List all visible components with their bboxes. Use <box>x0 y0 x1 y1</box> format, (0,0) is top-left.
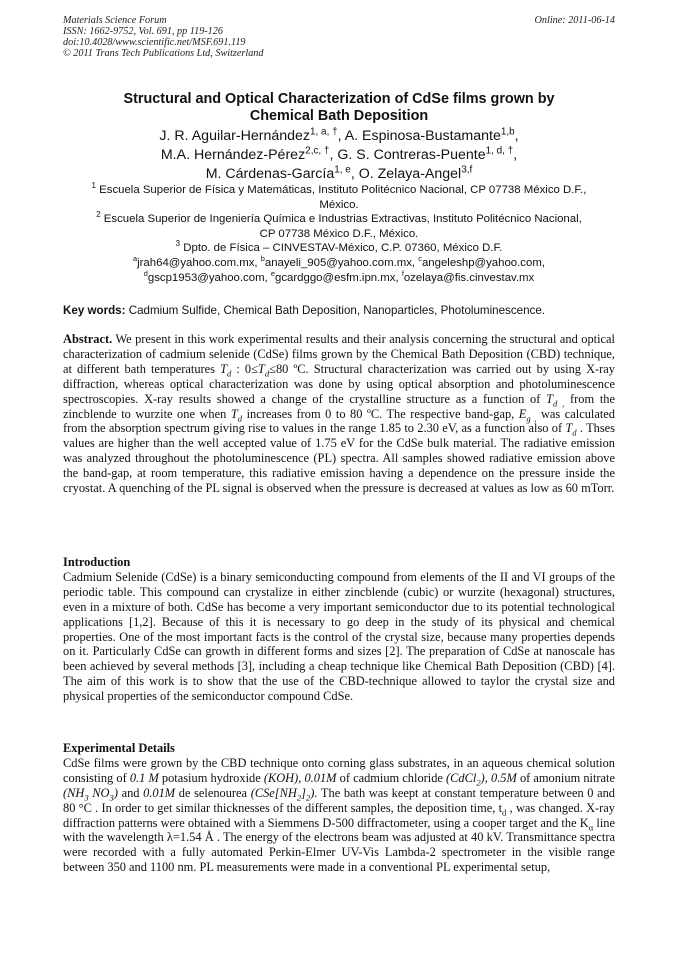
email-marker: d <box>143 268 148 278</box>
math-symbol: T <box>257 361 265 376</box>
math-symbol: T <box>546 391 554 406</box>
introduction-section <box>63 555 615 704</box>
email-address: angeleshp@yahoo.com, <box>421 256 545 269</box>
experimental-text: de selenourea <box>175 785 251 800</box>
math-subscript: d <box>237 413 243 423</box>
formula-subscript: 3 <box>84 792 89 803</box>
math-symbol: T <box>565 421 573 436</box>
author-superscript: 1, e <box>334 164 351 176</box>
introduction-heading: Introduction <box>63 555 131 569</box>
affiliations <box>58 183 620 285</box>
math-subscript: d , <box>553 398 565 409</box>
formula-subscript: 2 <box>476 777 481 788</box>
experimental-heading: Experimental Details <box>63 741 175 755</box>
affiliation-number: 3 <box>175 239 181 249</box>
author-superscript: 3,f <box>461 164 473 176</box>
experimental-text: of amonium nitrate <box>516 770 615 785</box>
affiliation-text: Escuela Superior de Ingeniería Química e Industrias Extractivas, Instituto Politécnico Nacional, <box>100 213 582 226</box>
author-line-3 <box>63 165 615 184</box>
introduction-text: Cadmium Selenide (CdSe) is a binary semiconducting compound from elements of the II and VI groups of the periodic table. This compound can crystalize in either zincblende (cubic) or wurzite (hexagonal) structures, even in a mixture of both. CdSe has become a very important semiconductor due to its potential technological applications [1,2]. Because of this it is necessary to go deep in the study of its physical and chemical properties. One of the most important facts is the control of the crystal size, because many properties depends on it. Particularly CdSe can growth in different forms and sizes [2]. The preparation of CdSe at nanoscale has been achieved by several methods [3], including a cheap technique like Chemical Bath Deposition (CBD) [4]. The aim of this work is to show that the use of the CBD-technique allowed to taylor the crystal size and physical properties of the semiconductor compound CdSe. <box>63 569 615 704</box>
keywords-text: Cadmium Sulfide, Chemical Bath Deposition, Nanoparticles, Photoluminescence. <box>125 304 546 317</box>
keywords-label: Key words: <box>63 304 126 317</box>
abstract-text: increases from 0 to 80 ºC. The respective band-gap, <box>242 406 519 421</box>
experimental-section <box>63 741 615 875</box>
formula-part: ) <box>113 785 118 800</box>
email-address: gscp1953@yahoo.com, <box>147 271 271 284</box>
email-line-1 <box>58 256 620 271</box>
author-superscript: 2,c, † <box>305 145 330 157</box>
experimental-text: line with the wavelength λ=1.54 Å . The energy of the electrons beam was adjusted at 40 kV. Transmittance spectra were recorded with a fully automated Perkin-Elmer UV-Vis Lambda-2 spectrometer in the visible range between 350 and 1100 nm. PL measurements were made in a conventional PL experimental setup, <box>63 815 616 875</box>
email-address: jrah64@yahoo.com.mx, <box>137 256 261 269</box>
author-line-2 <box>63 146 615 165</box>
affiliation-2 <box>58 212 620 227</box>
math-subscript: d <box>264 368 270 379</box>
abstract-text: from the zincblende to wurzite one when <box>63 391 615 421</box>
affiliation-number: 1 <box>91 181 96 191</box>
affiliation-1-cont: México. <box>319 198 359 211</box>
abstract-label: Abstract. <box>63 332 113 346</box>
experimental-text: The bath was keept at constant temperature between 0 and 80 °C . In order to get similar thicknesses of the different samples, the deposition time, t <box>63 785 615 815</box>
math-subscript: g , <box>526 413 537 423</box>
journal-copyright: © 2011 Trans Tech Publications Ltd, Switzerland <box>63 48 264 59</box>
title-line-2: Chemical Bath Deposition <box>249 108 429 124</box>
abstract-text: ≤80 ºC. Structural characterization was carried out by using X-ray diffraction, whereas optical characterization was done by using optical absorption and photoluminescence spectroscopies. X-ray results showed a change of the crystalline structure as a function of <box>63 361 615 406</box>
author-superscript: 1, a, † <box>310 126 338 138</box>
affiliation-1 <box>58 183 620 198</box>
author-superscript: 1, d, † <box>485 145 514 157</box>
formula-part: (CdCl <box>446 770 477 785</box>
chemical-formula <box>63 785 118 803</box>
author-line-1 <box>63 127 615 146</box>
affiliation-3 <box>58 241 620 256</box>
affiliation-number: 2 <box>96 210 101 220</box>
online-date: Online: 2011-06-14 <box>534 15 615 26</box>
email-marker: c <box>418 254 422 264</box>
email-marker: b <box>260 254 265 264</box>
experimental-text: of cadmium chloride <box>339 770 447 785</box>
email-marker: f <box>401 268 404 278</box>
journal-name: Materials Science Forum <box>63 15 167 26</box>
chemical-formula <box>250 785 318 803</box>
experimental-text: and <box>117 785 144 800</box>
email-address: gcardggo@esfm.ipn.mx, <box>275 271 402 284</box>
affiliation-text: Dpto. de Física – CINVESTAV-México, C.P. 07360, México D.F. <box>180 242 503 255</box>
author-name: , O. Zelaya-Angel <box>350 166 462 182</box>
author-separator: , <box>513 147 518 163</box>
author-name: , A. Espinosa-Bustamante <box>337 128 501 144</box>
author-list <box>63 127 615 184</box>
experimental-text: CdSe films were grown by the CBD technique onto corning glass substrates, in an aqueous chemical solution consisting of <box>63 755 615 785</box>
formula-part: ), 0.5M <box>480 770 517 785</box>
chemical-formula: (KOH), 0.01M <box>263 770 340 785</box>
journal-header <box>63 15 615 59</box>
paper-title <box>63 91 615 125</box>
author-name: M.A. Hernández-Pérez <box>160 147 306 163</box>
chemical-formula: 0.1 M <box>129 770 162 785</box>
formula-subscript: 2 <box>305 792 311 803</box>
author-superscript: 1,b <box>500 126 515 138</box>
email-address: anayeli_905@yahoo.com.mx, <box>264 256 419 269</box>
chemical-formula: 0.01M <box>143 785 176 800</box>
keywords <box>63 303 615 318</box>
abstract <box>63 332 615 496</box>
author-name: M. Cárdenas-García <box>205 166 335 182</box>
author-name: J. R. Aguilar-Hernández <box>159 128 311 144</box>
email-marker: a <box>132 254 138 264</box>
email-marker: e <box>270 268 276 278</box>
abstract-text: was calculated from the absorption spectrum giving rise to values in the range 1.85 to 2.30 eV, as a function also of <box>63 406 616 436</box>
math-subscript: d <box>502 807 507 818</box>
email-address: ozelaya@fis.cinvestav.mx <box>403 271 535 284</box>
affiliation-2-cont: CP 07738 México D.F., México. <box>259 227 419 240</box>
journal-issn: ISSN: 1662-9752, Vol. 691, pp 119-126 <box>63 26 223 37</box>
formula-part: NO <box>88 785 110 800</box>
formula-part: ). <box>310 785 318 800</box>
formula-subscript: 3 <box>109 792 114 803</box>
math-subscript: d <box>226 368 232 379</box>
affiliation-text: Escuela Superior de Física y Matemáticas, Instituto Politécnico Nacional, CP 07738 México D.F., <box>95 184 587 196</box>
title-line-1: Structural and Optical Characterization of CdSe films grown by <box>123 91 555 107</box>
abstract-text: : 0≤ <box>231 361 258 376</box>
author-separator: , <box>514 128 519 144</box>
formula-subscript: 2 <box>296 792 302 803</box>
abstract-text: We present in this work experimental results and their analysis concerning the structural and optical characterization of cadmium selenide (CdSe) films grown by the Chemical Bath Deposition (CBD) technique, at different bath temperatures <box>63 332 615 376</box>
formula-part: ] <box>301 785 306 800</box>
math-subscript: α <box>588 822 594 832</box>
experimental-text: potasium hydroxide <box>161 770 264 785</box>
formula-part: (CSe[NH <box>250 785 297 800</box>
chemical-formula <box>446 770 517 788</box>
math-subscript: d <box>572 427 577 438</box>
math-symbol: T <box>230 406 238 421</box>
math-symbol: T <box>220 361 227 376</box>
journal-doi: doi:10.4028/www.scientific.net/MSF.691.119 <box>63 37 246 48</box>
experimental-text: , was changed. X-ray diffraction patterns were obtained with a Siemmens D-500 diffractometer, using a cooper target and the K <box>63 800 615 830</box>
email-line-2 <box>58 268 620 286</box>
author-name: , G. S. Contreras-Puente <box>329 147 486 163</box>
abstract-text: . Thses values are higher than the well accepted value of 1.75 eV for the CdSe bulk material. The radiative emission was analyzed throughout the photoluminescence (PL) spectra. All samples showed radiative emission above the band-gap, at room temperature, this radiative emission having a dependence on the pressure inside the cryostat. A quenching of the PL signal is observed when the pressure is decreased at values as low as 60 mTorr. <box>63 421 616 496</box>
math-symbol: E <box>518 406 527 421</box>
formula-part: (NH <box>63 785 85 800</box>
